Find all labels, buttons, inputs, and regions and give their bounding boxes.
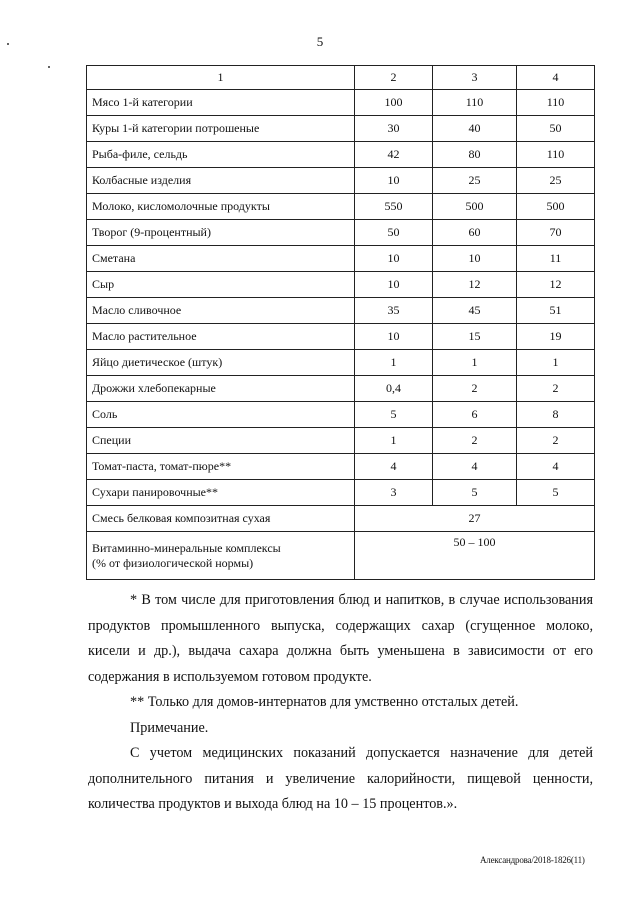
footnote-sugar: * В том числе для приготовления блюд и напитков, в случае использования продуктов промышленного выпуска, содержащих сахар (сгущенное молоко, кисели и др.), выдача сахара должна быть уменьшена в зависимости от его содержания в используемом готовом продукте. (88, 592, 593, 685)
product-name-cell: Молоко, кисломолочные продукты (87, 194, 355, 220)
product-name-cell: Масло сливочное (87, 298, 355, 324)
table-row (87, 376, 595, 402)
column-header: 4 (517, 66, 595, 90)
table-row (87, 116, 595, 142)
quantity-cell: 50 (517, 116, 595, 142)
product-name-cell (87, 532, 355, 580)
table-row (87, 194, 595, 220)
merged-value-cell: 27 (355, 506, 595, 532)
quantity-cell: 42 (355, 142, 433, 168)
quantity-cell: 3 (355, 480, 433, 506)
product-name-cell: Дрожжи хлебопекарные (87, 376, 355, 402)
quantity-cell: 2 (517, 376, 595, 402)
quantity-cell: 1 (355, 428, 433, 454)
table-row (87, 142, 595, 168)
quantity-cell: 5 (355, 402, 433, 428)
quantity-cell: 2 (433, 376, 517, 402)
quantity-cell: 1 (355, 350, 433, 376)
table-row (87, 90, 595, 116)
quantity-cell: 40 (433, 116, 517, 142)
product-name-line: (% от физиологической нормы) (92, 555, 254, 570)
quantity-cell: 35 (355, 298, 433, 324)
merged-value-cell: 50 – 100 (355, 532, 595, 580)
product-name-line: Витаминно-минеральные комплексы (92, 540, 281, 555)
table-row (87, 298, 595, 324)
quantity-cell: 110 (517, 142, 595, 168)
quantity-cell: 0,4 (355, 376, 433, 402)
quantity-cell: 5 (433, 480, 517, 506)
table-row (87, 350, 595, 376)
scan-speck (48, 66, 50, 68)
table-row (87, 454, 595, 480)
quantity-cell: 10 (355, 272, 433, 298)
quantity-cell: 51 (517, 298, 595, 324)
quantity-cell: 110 (433, 90, 517, 116)
quantity-cell: 70 (517, 220, 595, 246)
quantity-cell: 10 (355, 324, 433, 350)
table-row (87, 272, 595, 298)
quantity-cell: 550 (355, 194, 433, 220)
quantity-cell: 11 (517, 246, 595, 272)
table-row (87, 246, 595, 272)
quantity-cell: 50 (355, 220, 433, 246)
product-name-cell: Яйцо диетическое (штук) (87, 350, 355, 376)
product-name-cell: Рыба-филе, сельдь (87, 142, 355, 168)
quantity-cell: 12 (433, 272, 517, 298)
quantity-cell: 10 (355, 246, 433, 272)
quantity-cell: 4 (355, 454, 433, 480)
product-name-cell: Сыр (87, 272, 355, 298)
quantity-cell: 500 (517, 194, 595, 220)
note-heading: Примечание. (130, 719, 209, 736)
table-row (87, 532, 595, 580)
column-header: 2 (355, 66, 433, 90)
column-header: 1 (87, 66, 355, 90)
quantity-cell: 45 (433, 298, 517, 324)
product-name-cell: Творог (9-процентный) (87, 220, 355, 246)
footnotes-section (88, 588, 593, 818)
footnote-boarding-schools: ** Только для домов-интернатов для умственно отсталых детей. (130, 694, 519, 710)
quantity-cell: 10 (433, 246, 517, 272)
quantity-cell: 80 (433, 142, 517, 168)
quantity-cell: 15 (433, 324, 517, 350)
table-row (87, 428, 595, 454)
quantity-cell: 5 (517, 480, 595, 506)
product-name-cell: Сметана (87, 246, 355, 272)
note-text: С учетом медицинских показаний допускается назначение для детей дополнительного питания и увеличение калорийности, пищевой ценности, количества продуктов и выхода блюд на 10 – 15 процентов.». (88, 745, 593, 812)
quantity-cell: 1 (433, 350, 517, 376)
table-row (87, 480, 595, 506)
quantity-cell: 1 (517, 350, 595, 376)
product-name-cell: Смесь белковая композитная сухая (87, 506, 355, 532)
product-name-cell: Куры 1-й категории потрошеные (87, 116, 355, 142)
quantity-cell: 100 (355, 90, 433, 116)
table-body (87, 90, 595, 506)
product-name-cell: Сухари панировочные** (87, 480, 355, 506)
product-name-cell: Томат-паста, томат-пюре** (87, 454, 355, 480)
quantity-cell: 110 (517, 90, 595, 116)
product-name-cell: Специи (87, 428, 355, 454)
quantity-cell: 25 (517, 168, 595, 194)
quantity-cell: 19 (517, 324, 595, 350)
table-row (87, 506, 595, 532)
quantity-cell: 6 (433, 402, 517, 428)
quantity-cell: 25 (433, 168, 517, 194)
product-name-cell: Мясо 1-й категории (87, 90, 355, 116)
page-number: 5 (316, 34, 324, 49)
table-row (87, 324, 595, 350)
column-header: 3 (433, 66, 517, 90)
quantity-cell: 30 (355, 116, 433, 142)
table-row (87, 402, 595, 428)
product-name-cell: Масло растительное (87, 324, 355, 350)
product-name-cell: Колбасные изделия (87, 168, 355, 194)
quantity-cell: 2 (433, 428, 517, 454)
ration-table (86, 65, 595, 580)
table-header-row (87, 66, 595, 90)
quantity-cell: 60 (433, 220, 517, 246)
table-row (87, 220, 595, 246)
quantity-cell: 500 (433, 194, 517, 220)
quantity-cell: 4 (433, 454, 517, 480)
quantity-cell: 12 (517, 272, 595, 298)
quantity-cell: 2 (517, 428, 595, 454)
quantity-cell: 8 (517, 402, 595, 428)
product-name-cell: Соль (87, 402, 355, 428)
document-footer-code: Александрова/2018-1826(11) (480, 855, 585, 865)
quantity-cell: 10 (355, 168, 433, 194)
table-row (87, 168, 595, 194)
quantity-cell: 4 (517, 454, 595, 480)
